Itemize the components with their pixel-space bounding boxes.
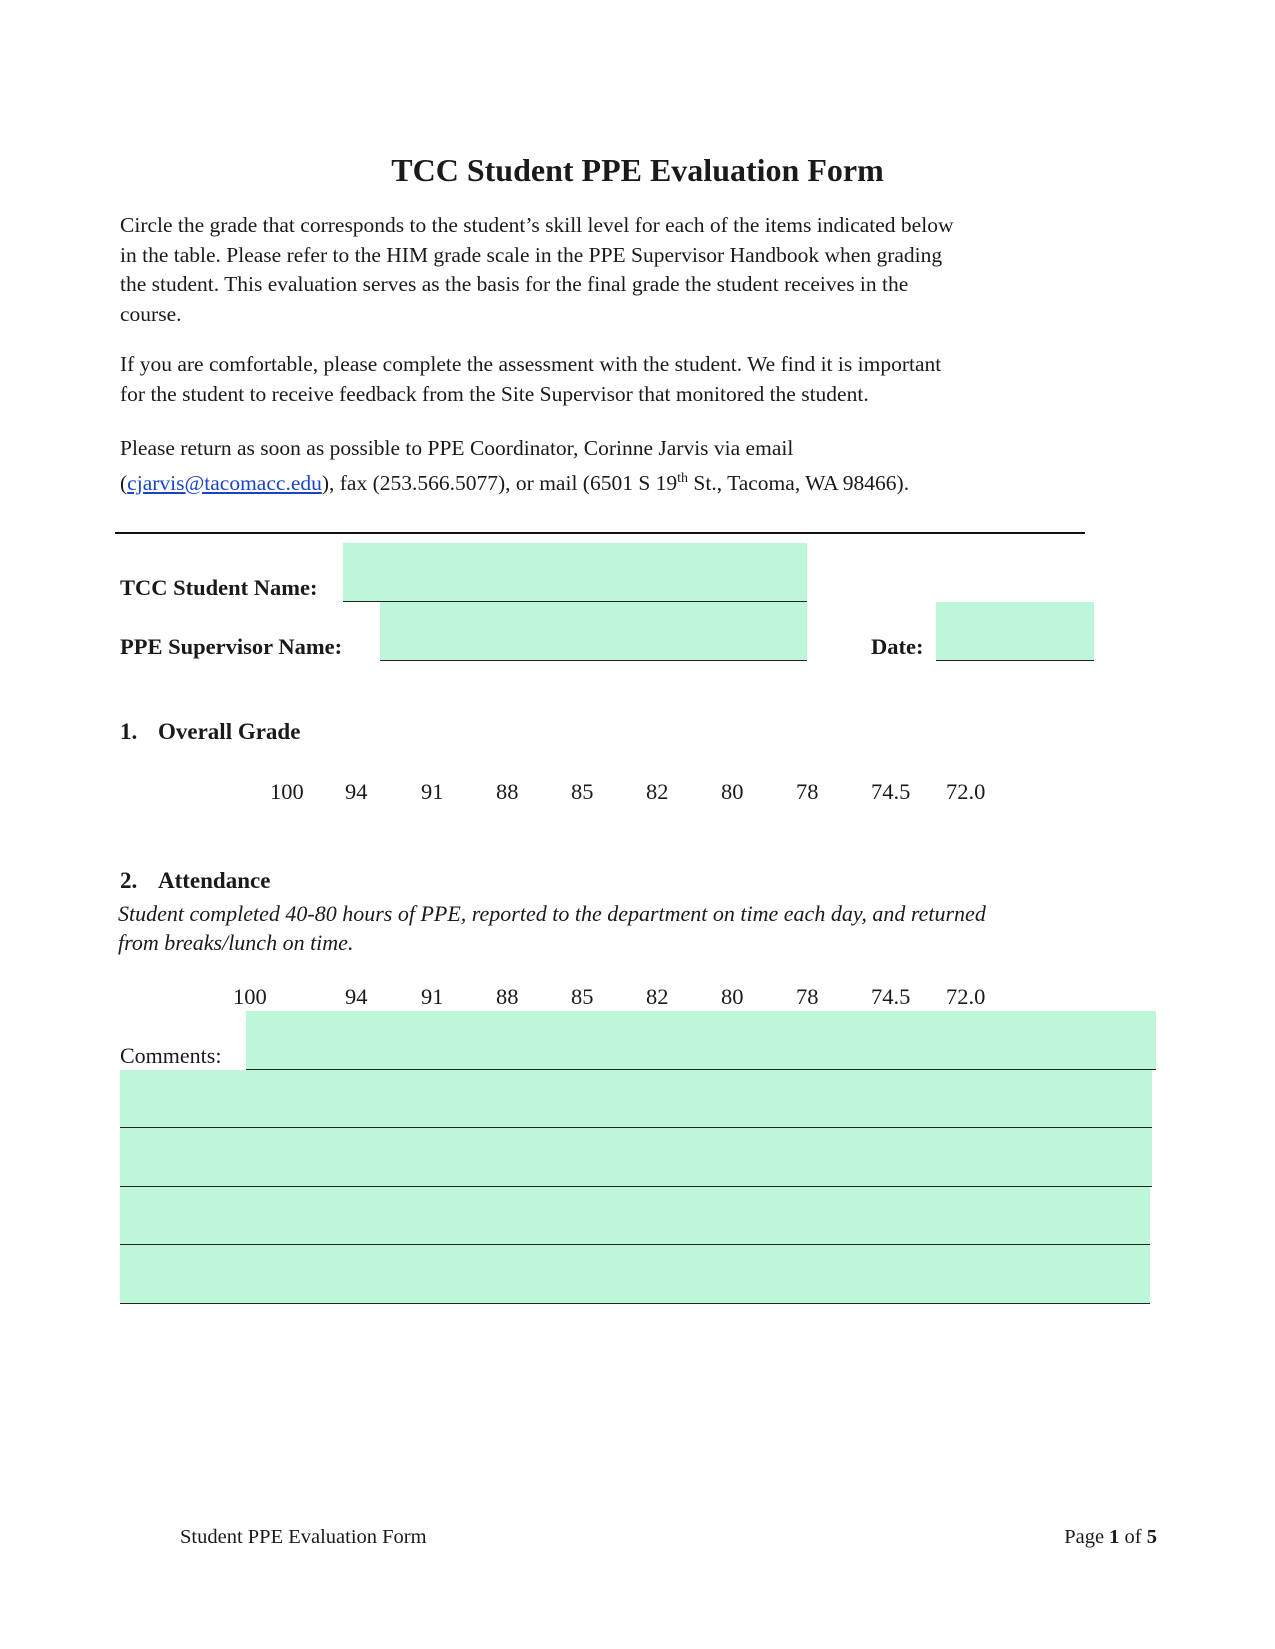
return-address-end: St., Tacoma, WA 98466). bbox=[688, 470, 910, 495]
section-number: 1. bbox=[120, 719, 138, 744]
supervisor-name-field[interactable] bbox=[380, 602, 807, 661]
comments-line-1[interactable] bbox=[246, 1011, 1156, 1070]
date-field[interactable] bbox=[936, 602, 1094, 661]
overall-grade-option[interactable]: 72.0 bbox=[946, 779, 986, 804]
page-number: 1 bbox=[1109, 1526, 1120, 1548]
section-attendance-heading bbox=[120, 868, 270, 894]
return-paragraph bbox=[120, 434, 1170, 498]
supervisor-name-label: PPE Supervisor Name: bbox=[120, 634, 343, 659]
overall-grade-option[interactable]: 100 bbox=[270, 779, 304, 804]
instructions-line: course. bbox=[120, 301, 182, 326]
attendance-grade-option[interactable]: 88 bbox=[496, 984, 519, 1009]
instructions-line: the student. This evaluation serves as the basis for the final grade the student receives in the bbox=[120, 272, 909, 296]
overall-grade-option[interactable]: 82 bbox=[646, 779, 669, 804]
return-line: Please return as soon as possible to PPE Coordinator, Corinne Jarvis via email bbox=[120, 436, 794, 460]
description-line: Student completed 40-80 hours of PPE, reported to the department on time each day, and returned bbox=[118, 901, 986, 926]
email-link[interactable]: cjarvis@tacomacc.edu bbox=[127, 470, 322, 495]
comments-input-5[interactable] bbox=[120, 1245, 1150, 1303]
student-name-input[interactable] bbox=[343, 543, 807, 601]
comments-input-3[interactable] bbox=[120, 1128, 1152, 1186]
section-title: Attendance bbox=[158, 868, 271, 893]
student-name-label: TCC Student Name: bbox=[120, 575, 318, 600]
comments-input-1[interactable] bbox=[246, 1011, 1156, 1069]
section-overall-heading bbox=[120, 719, 300, 745]
section-number: 2. bbox=[120, 868, 138, 893]
description-line: from breaks/lunch on time. bbox=[118, 930, 354, 955]
feedback-line: If you are comfortable, please complete the assessment with the student. We find it is important bbox=[120, 352, 942, 376]
comments-label: Comments: bbox=[120, 1043, 222, 1068]
page-prefix: Page bbox=[1064, 1526, 1110, 1548]
attendance-grade-option[interactable]: 100 bbox=[233, 984, 267, 1009]
attendance-grade-option[interactable]: 85 bbox=[571, 984, 594, 1009]
page-indicator bbox=[1064, 1526, 1157, 1549]
return-line-2 bbox=[120, 464, 1170, 499]
return-contact-text: ), fax (253.566.5077), or mail (6501 S 19 bbox=[321, 470, 678, 495]
overall-grade-option[interactable]: 74.5 bbox=[871, 779, 911, 804]
supervisor-name-input[interactable] bbox=[380, 602, 807, 660]
paren-open: ( bbox=[120, 470, 128, 495]
overall-grade-option[interactable]: 94 bbox=[345, 779, 368, 804]
instructions-line: in the table. Please refer to the HIM grade scale in the PPE Supervisor Handbook when grading bbox=[120, 242, 943, 267]
comments-line-5[interactable] bbox=[120, 1245, 1150, 1304]
date-input[interactable] bbox=[936, 602, 1094, 660]
attendance-grade-option[interactable]: 94 bbox=[345, 984, 368, 1009]
instructions-paragraph bbox=[120, 211, 1170, 329]
attendance-grade-option[interactable]: 74.5 bbox=[871, 984, 911, 1009]
comments-line-4[interactable] bbox=[120, 1187, 1150, 1245]
student-name-field[interactable] bbox=[343, 543, 807, 602]
comments-line-2[interactable] bbox=[120, 1070, 1152, 1128]
page-of: of bbox=[1119, 1526, 1147, 1548]
attendance-grade-option[interactable]: 78 bbox=[796, 984, 819, 1009]
date-label: Date: bbox=[871, 634, 924, 659]
attendance-description bbox=[118, 899, 1168, 957]
page-total: 5 bbox=[1146, 1526, 1157, 1548]
comments-input-2[interactable] bbox=[120, 1070, 1152, 1127]
comments-line-3[interactable] bbox=[120, 1128, 1152, 1187]
comments-input-4[interactable] bbox=[120, 1187, 1150, 1244]
instructions-line: Circle the grade that corresponds to the student’s skill level for each of the items indicated below bbox=[120, 213, 954, 237]
attendance-grade-option[interactable]: 80 bbox=[721, 984, 744, 1009]
ordinal-suffix: th bbox=[677, 470, 689, 486]
overall-grade-option[interactable]: 88 bbox=[496, 779, 519, 804]
footer-title: Student PPE Evaluation Form bbox=[180, 1526, 427, 1548]
attendance-grade-option[interactable]: 72.0 bbox=[946, 984, 986, 1009]
page-title: TCC Student PPE Evaluation Form bbox=[391, 152, 884, 188]
overall-grade-option[interactable]: 85 bbox=[571, 779, 594, 804]
section-divider bbox=[115, 532, 1085, 534]
attendance-grade-option[interactable]: 91 bbox=[421, 984, 444, 1009]
overall-grade-option[interactable]: 91 bbox=[421, 779, 444, 804]
attendance-grade-option[interactable]: 82 bbox=[646, 984, 669, 1009]
overall-grade-option[interactable]: 80 bbox=[721, 779, 744, 804]
section-title: Overall Grade bbox=[158, 719, 301, 744]
feedback-line: for the student to receive feedback from the Site Supervisor that monitored the student. bbox=[120, 381, 869, 406]
feedback-paragraph bbox=[120, 350, 1170, 409]
overall-grade-option[interactable]: 78 bbox=[796, 779, 819, 804]
